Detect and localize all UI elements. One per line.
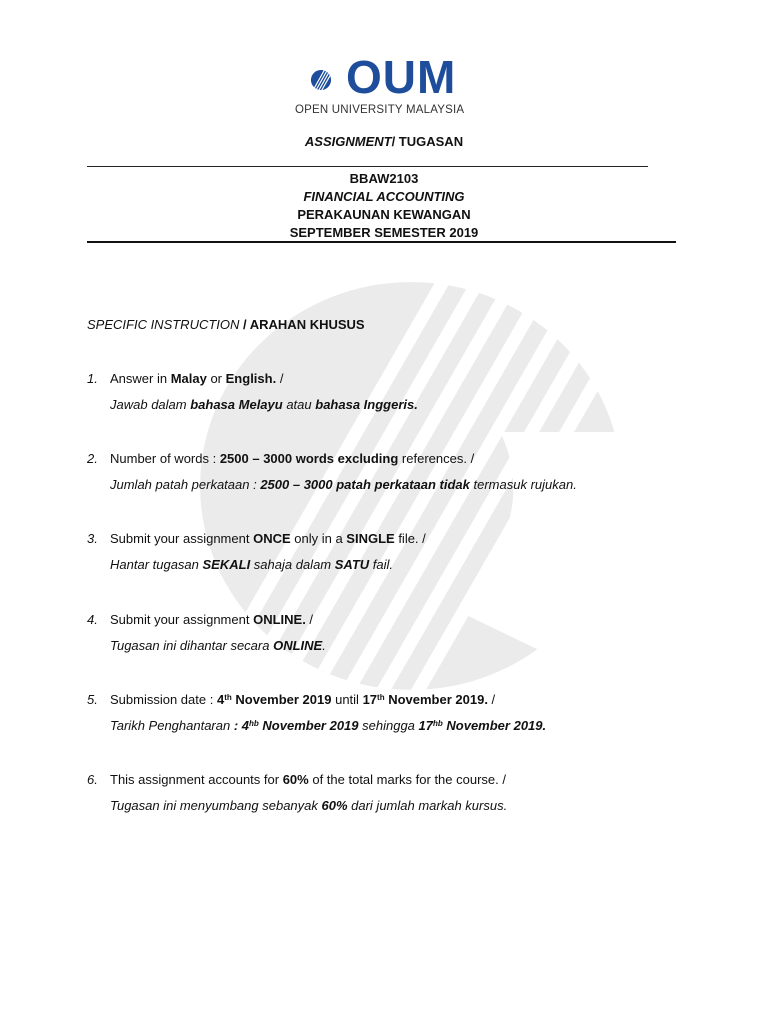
emphasis-text: November 2019 [258, 718, 359, 733]
emphasis-text: bahasa Inggeris. [315, 397, 418, 412]
item-text-en [110, 771, 506, 789]
assignment-heading [0, 133, 768, 151]
emphasis-text: SATU [334, 557, 370, 572]
ordinal-suffix: th [377, 693, 385, 702]
plain-text: / [305, 612, 314, 627]
item-text-en [110, 530, 426, 548]
assignment-ms: / TUGASAN [391, 134, 464, 149]
emphasis-text: ONLINE. [253, 612, 306, 627]
emphasis-text: 17 [362, 692, 378, 707]
emphasis-text: 4 [216, 692, 225, 707]
plain-text: dari jumlah markah kursus. [347, 798, 508, 813]
course-code: BBAW2103 [349, 171, 419, 186]
emphasis-text: 60% [321, 798, 348, 813]
item-text-en [110, 450, 474, 468]
plain-text: Number of words : [110, 451, 220, 466]
item-number: 1. [87, 371, 98, 386]
item-text-ms [110, 476, 577, 494]
emphasis-text: SEKALI [202, 557, 251, 572]
plain-text: sahaja dalam [250, 557, 335, 572]
plain-text: atau [282, 397, 316, 412]
plain-text: Jawab dalam [110, 397, 191, 412]
item-text-ms [110, 637, 326, 655]
plain-text: fail. [369, 557, 394, 572]
plain-text: / [487, 692, 496, 707]
emphasis-text: 60% [282, 772, 309, 787]
divider-top [87, 166, 648, 167]
item-number: 3. [87, 531, 98, 546]
oum-logo-icon [295, 54, 347, 106]
plain-text: sehingga [358, 718, 419, 733]
emphasis-text: English. [225, 371, 277, 386]
logo-wordmark: OUM [346, 51, 457, 103]
plain-text: Hantar tugasan [110, 557, 203, 572]
semester: SEPTEMBER SEMESTER 2019 [289, 225, 479, 240]
divider-bottom [87, 241, 676, 243]
instruction-title [87, 316, 365, 334]
plain-text: Tarikh Penghantaran [110, 718, 234, 733]
instruction-title-en: SPECIFIC INSTRUCTION [87, 317, 240, 332]
plain-text: Answer in [110, 371, 171, 386]
plain-text: . [322, 638, 326, 653]
emphasis-text: Malay [170, 371, 207, 386]
emphasis-text: November 2019. [442, 718, 547, 733]
plain-text: Jumlah patah perkataan : [110, 477, 261, 492]
logo-subtitle: OPEN UNIVERSITY MALAYSIA [295, 104, 465, 116]
emphasis-text: 2500 – 3000 patah perkataan tidak [260, 477, 470, 492]
item-number: 5. [87, 692, 98, 707]
emphasis-text: 17 [418, 718, 433, 733]
emphasis-text: bahasa Melayu [190, 397, 283, 412]
plain-text: Submission date : [110, 692, 217, 707]
plain-text: only in a [290, 531, 347, 546]
item-text-en [110, 611, 313, 629]
ordinal-suffix: th [224, 693, 232, 702]
emphasis-text: ONCE [253, 531, 291, 546]
plain-text: Tugasan ini menyumbang sebanyak [110, 798, 322, 813]
plain-text: This assignment accounts for [110, 772, 283, 787]
emphasis-text: ONLINE [273, 638, 323, 653]
emphasis-text: 2500 – 3000 words excluding [219, 451, 399, 466]
plain-text: references. / [398, 451, 475, 466]
item-number: 6. [87, 772, 98, 787]
item-number: 4. [87, 612, 98, 627]
emphasis-text: November 2019. [384, 692, 488, 707]
item-text-ms [110, 396, 418, 414]
plain-text: file. / [394, 531, 426, 546]
item-text-en [110, 691, 495, 709]
plain-text: Tugasan ini dihantar secara [110, 638, 274, 653]
ordinal-suffix: hb [433, 719, 443, 728]
course-title-en: FINANCIAL ACCOUNTING [303, 189, 465, 204]
assignment-en: ASSIGNMENT [304, 134, 392, 149]
course-title-ms: PERAKAUNAN KEWANGAN [297, 207, 471, 222]
item-text-en [110, 370, 283, 388]
emphasis-text: : 4 [233, 718, 250, 733]
plain-text: of the total marks for the course. / [308, 772, 506, 787]
emphasis-text: SINGLE [346, 531, 395, 546]
plain-text: until [331, 692, 363, 707]
emphasis-text: November 2019 [231, 692, 332, 707]
item-text-ms [110, 556, 393, 574]
item-text-ms [110, 717, 546, 735]
plain-text: / [276, 371, 284, 386]
plain-text: termasuk rujukan. [469, 477, 577, 492]
instruction-title-ms: / ARAHAN KHUSUS [239, 317, 365, 332]
plain-text: Submit your assignment [110, 531, 254, 546]
item-text-ms [110, 797, 507, 815]
ordinal-suffix: hb [249, 719, 259, 728]
plain-text: Submit your assignment [110, 612, 254, 627]
item-number: 2. [87, 451, 98, 466]
plain-text: or [206, 371, 226, 386]
